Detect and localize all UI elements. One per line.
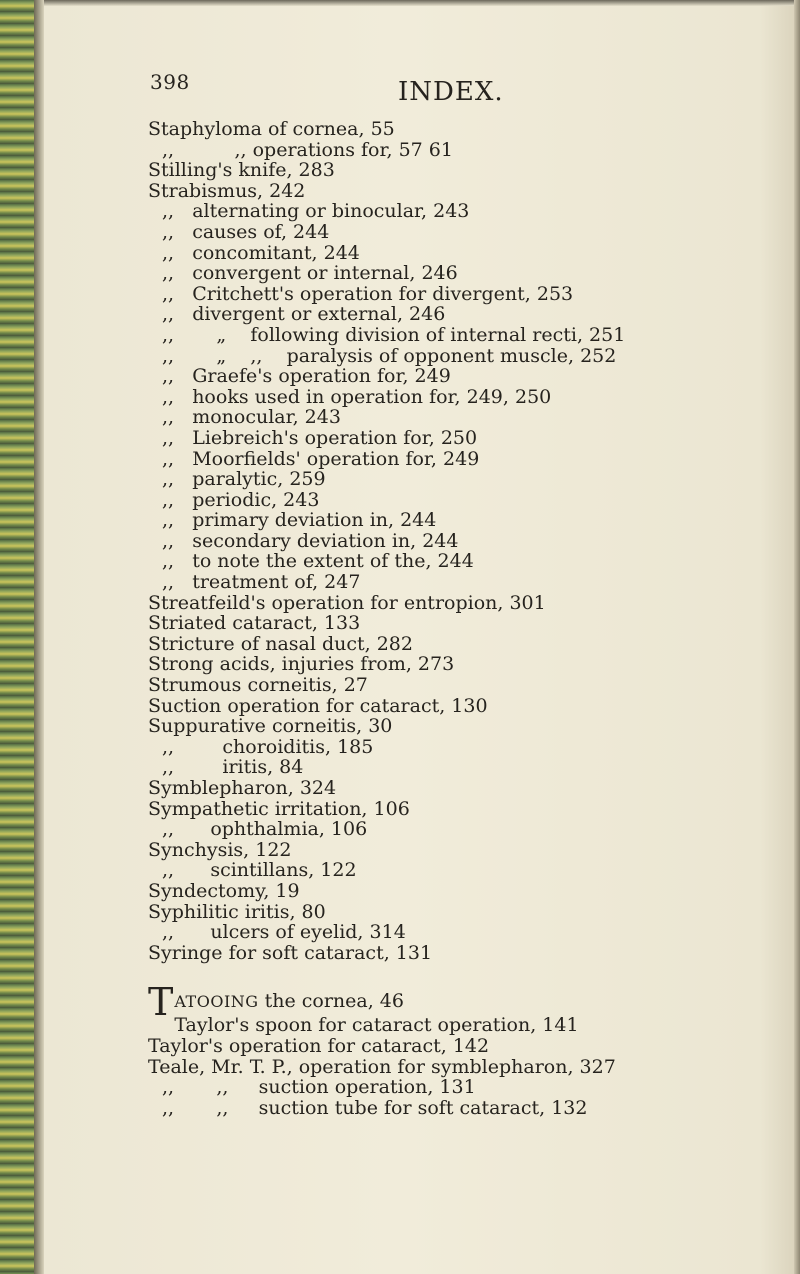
index-entry: ,, „ following division of internal recti, 251 xyxy=(162,323,626,346)
index-entry: Suppurative corneitis, 30 xyxy=(148,715,393,738)
index-entry: ,, monocular, 243 xyxy=(162,406,341,429)
index-entries xyxy=(148,119,798,1118)
page-top-edge xyxy=(44,0,794,6)
entry-text: the cornea, 46 xyxy=(258,990,404,1013)
page-gutter-shadow xyxy=(34,0,44,1274)
index-entry: Taylor's operation for cataract, 142 xyxy=(148,1034,490,1057)
index-entry: ,, „ ,, paralysis of opponent muscle, 252 xyxy=(162,344,617,367)
index-entry: Syndectomy, 19 xyxy=(148,879,300,902)
index-entry: ,, ophthalmia, 106 xyxy=(162,818,368,841)
index-entry: Synchysis, 122 xyxy=(148,838,292,861)
index-entry: Symblepharon, 324 xyxy=(148,777,337,799)
index-entry: Strumous corneitis, 27 xyxy=(148,674,368,697)
index-entry: ,, Critchett's operation for divergent, 253 xyxy=(162,282,574,305)
index-entry: Striated cataract, 133 xyxy=(148,612,361,635)
index-entry: Staphyloma of cornea, 55 xyxy=(148,118,395,140)
index-entry: Stilling's knife, 283 xyxy=(148,159,335,182)
index-entry: ,, paralytic, 259 xyxy=(162,468,326,491)
index-entry: ,, hooks used in operation for, 249, 250 xyxy=(162,385,552,408)
index-entry: Stricture of nasal duct, 282 xyxy=(148,632,413,655)
index-entry: ,, ulcers of eyelid, 314 xyxy=(162,921,406,944)
index-entry: ,, ,, operations for, 57 61 xyxy=(162,138,453,161)
index-entry: ,, divergent or external, 246 xyxy=(162,303,446,326)
index-entry: ,, choroiditis, 185 xyxy=(162,735,374,758)
index-entry: ,, to note the extent of the, 244 xyxy=(162,550,474,573)
running-head: INDEX. xyxy=(398,77,504,107)
index-entry: ,, Graefe's operation for, 249 xyxy=(162,365,451,388)
index-entry: Suction operation for cataract, 130 xyxy=(148,694,488,717)
index-entry: Strabismus, 242 xyxy=(148,179,306,202)
index-section-s xyxy=(148,119,798,963)
index-entry: Syphilitic iritis, 80 xyxy=(148,900,326,923)
book-spine xyxy=(0,0,34,1274)
index-entry: ,, Moorfields' operation for, 249 xyxy=(162,447,480,470)
index-entry: ,, secondary deviation in, 244 xyxy=(162,529,459,552)
page-number: 398 xyxy=(150,70,190,94)
index-entry: ,, primary deviation in, 244 xyxy=(162,509,437,532)
entry-headword: ATOOING xyxy=(174,992,259,1012)
index-entry: ,, scintillans, 122 xyxy=(162,859,357,882)
index-entry: ,, causes of, 244 xyxy=(162,220,330,243)
index-entry: ,, Liebreich's operation for, 250 xyxy=(162,426,478,449)
index-entry: ,, periodic, 243 xyxy=(162,488,320,511)
index-entry: ,, convergent or internal, 246 xyxy=(162,262,458,285)
index-entry xyxy=(148,980,798,1025)
drop-capital: T xyxy=(148,980,174,1025)
index-entry: Syringe for soft cataract, 131 xyxy=(148,941,433,964)
section-gap xyxy=(148,963,798,987)
index-entry: Streatfeild's operation for entropion, 301 xyxy=(148,591,546,614)
index-entry: Strong acids, injuries from, 273 xyxy=(148,653,455,676)
index-entry: ,, ,, suction operation, 131 xyxy=(162,1076,476,1099)
index-entry: ,, concomitant, 244 xyxy=(162,241,360,264)
index-entry: Sympathetic irritation, 106 xyxy=(148,797,410,820)
index-entry: ,, treatment of, 247 xyxy=(162,571,361,594)
index-entry: Teale, Mr. T. P., operation for symblepharon, 327 xyxy=(148,1055,616,1078)
index-entry: Taylor's spoon for cataract operation, 141 xyxy=(174,1014,579,1037)
index-entry: ,, ,, suction tube for soft cataract, 132 xyxy=(162,1096,588,1119)
index-entry: ,, iritis, 84 xyxy=(162,756,304,779)
index-section-t xyxy=(148,980,798,1119)
index-entry: ,, alternating or binocular, 243 xyxy=(162,200,470,223)
